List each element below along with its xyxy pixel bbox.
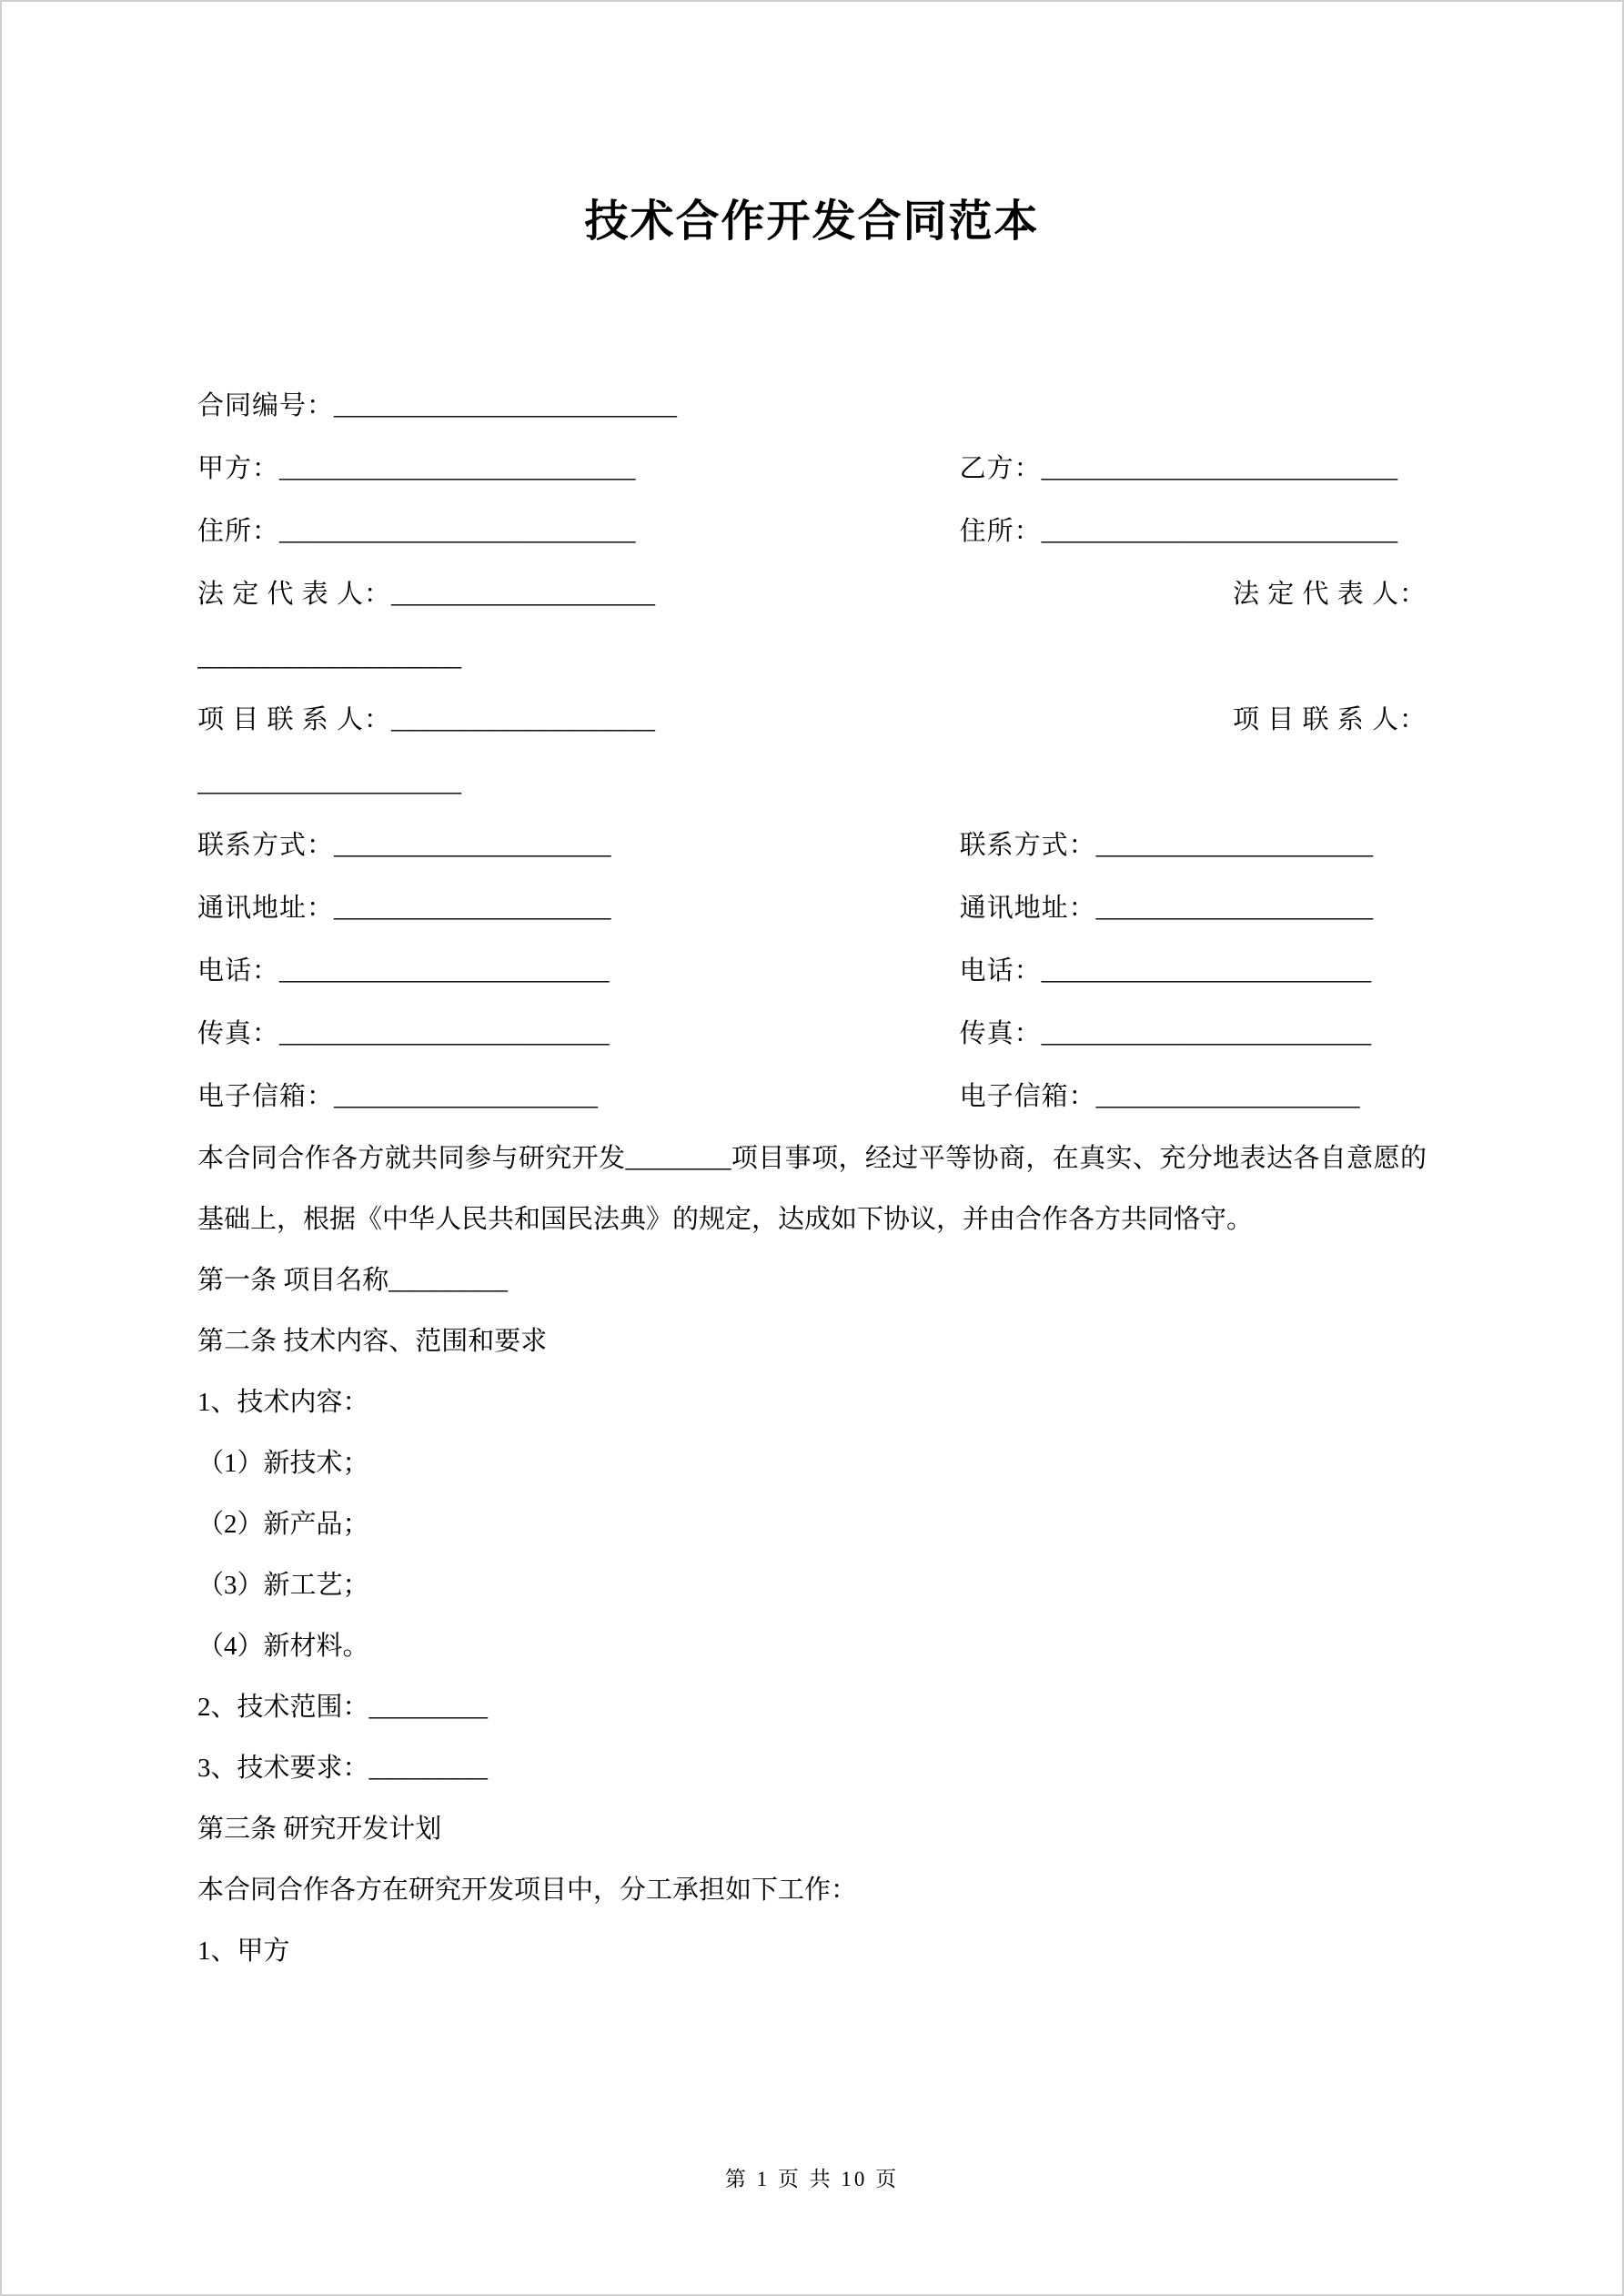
body-paragraph-item-4: （4）新材料。 <box>197 1632 369 1661</box>
form-cell <box>960 375 1427 438</box>
address-label-right: 住所： <box>959 517 1042 546</box>
address-label-left: 住所： <box>197 517 280 546</box>
form-cell <box>960 501 1427 563</box>
mailing-address-label-right: 通讯地址： <box>959 894 1096 923</box>
form-cell <box>960 814 1427 877</box>
form-cell <box>197 689 960 752</box>
body-paragraph-party-a-heading: 1、甲方 <box>197 1937 290 1966</box>
blank-line: _____________________ <box>1095 894 1374 923</box>
form-row-email <box>197 1066 1427 1128</box>
blank-line: ____________________ <box>334 1082 599 1111</box>
form-row-party <box>197 438 1427 501</box>
project-contact-label-left: 项 目 联 系 人： <box>197 705 392 734</box>
blank-line: ____________________ <box>391 705 656 734</box>
contract-body <box>197 1128 1427 1982</box>
form-cell <box>197 375 960 438</box>
form-cell <box>197 877 960 940</box>
form-row-address <box>197 501 1427 563</box>
form-cell <box>960 689 1427 752</box>
body-paragraph-division-of-work: 本合同合作各方在研究开发项目中，分工承担如下工作： <box>197 1876 858 1905</box>
form-cell <box>960 438 1427 501</box>
form-cell <box>960 626 1427 689</box>
fax-label-left: 传真： <box>197 1019 280 1048</box>
form-cell <box>197 940 960 1003</box>
body-paragraph-tech-requirement: 3、技术要求：_________ <box>197 1754 489 1783</box>
form-row-phone <box>197 940 1427 1003</box>
form-row-mailing-address <box>197 877 1427 940</box>
form-row-project-contact <box>197 689 1427 752</box>
form-row-fax <box>197 1003 1427 1066</box>
form-row-contact-method <box>197 814 1427 877</box>
contract-no-label: 合同编号： <box>197 391 335 420</box>
body-paragraph-tech-content: 1、技术内容： <box>197 1388 369 1417</box>
blank-line: ____________________ <box>391 580 656 609</box>
form-cell <box>960 1066 1427 1128</box>
body-paragraph-preamble: 本合同合作各方就共同参与研究开发________项目事项，经过平等协商，在真实、充分地表达各自意愿的基础上，根据《中华人民共和国民法典》的规定，达成如下协议，并由合作各方共同恪守。 <box>197 1144 1427 1234</box>
blank-line: ___________________________ <box>279 454 636 483</box>
party-b-label: 乙方： <box>959 454 1042 483</box>
blank-line: _________________________ <box>279 1019 610 1048</box>
phone-label-right: 电话： <box>959 956 1042 986</box>
blank-line: _____________________ <box>334 831 611 860</box>
contact-method-label-right: 联系方式： <box>959 831 1096 860</box>
body-paragraph-item-3: （3）新工艺； <box>197 1571 369 1600</box>
form-row-continuation <box>197 626 1427 689</box>
form-cell <box>960 563 1427 626</box>
form-cell <box>197 501 960 563</box>
fax-label-right: 传真： <box>959 1019 1042 1048</box>
body-paragraph-article-3: 第三条 研究开发计划 <box>197 1815 442 1844</box>
page-title: 技术合作开发合同范本 <box>584 197 1040 246</box>
blank-line: _________________________ <box>279 956 610 986</box>
body-paragraph-article-1: 第一条 项目名称_________ <box>197 1266 508 1295</box>
page-footer: 第 1 页 共 10 页 <box>724 2168 900 2190</box>
blank-line: ___________________________ <box>1041 454 1398 483</box>
form-cell <box>960 877 1427 940</box>
blank-line: ____________________ <box>197 768 461 797</box>
blank-line: __________________________ <box>334 391 678 420</box>
body-paragraph-item-1: （1）新技术； <box>197 1449 369 1478</box>
legal-rep-label-right: 法 定 代 表 人： <box>1232 580 1427 609</box>
form-cell <box>197 438 960 501</box>
blank-line: ___________________________ <box>279 517 636 546</box>
form-cell <box>197 1003 960 1066</box>
blank-line: _____________________ <box>334 894 611 923</box>
email-label-left: 电子信箱： <box>197 1082 335 1111</box>
blank-line: ____________________ <box>197 642 461 672</box>
form-row-continuation <box>197 752 1427 814</box>
contact-method-label-left: 联系方式： <box>197 831 335 860</box>
form-row-contract-no <box>197 375 1427 438</box>
blank-line: _____________________ <box>1095 831 1374 860</box>
form-row-legal-rep <box>197 563 1427 626</box>
body-paragraph-article-2: 第二条 技术内容、范围和要求 <box>197 1327 548 1356</box>
form-cell <box>960 940 1427 1003</box>
form-cell <box>197 563 960 626</box>
body-paragraph-tech-scope: 2、技术范围：_________ <box>197 1693 489 1722</box>
form-cell <box>960 1003 1427 1066</box>
legal-rep-label-left: 法 定 代 表 人： <box>197 580 392 609</box>
email-label-right: 电子信箱： <box>959 1082 1096 1111</box>
contract-form <box>197 375 1427 1128</box>
project-contact-label-right: 项 目 联 系 人： <box>1232 705 1427 734</box>
body-paragraph-item-2: （2）新产品； <box>197 1510 369 1539</box>
party-a-label: 甲方： <box>197 454 280 483</box>
form-cell <box>197 626 960 689</box>
form-cell <box>960 752 1427 814</box>
mailing-address-label-left: 通讯地址： <box>197 894 335 923</box>
form-cell <box>197 752 960 814</box>
blank-line: ____________________ <box>1095 1082 1360 1111</box>
form-cell <box>197 1066 960 1128</box>
phone-label-left: 电话： <box>197 956 280 986</box>
blank-line: _________________________ <box>1041 1019 1372 1048</box>
blank-line: ___________________________ <box>1041 517 1398 546</box>
form-cell <box>197 814 960 877</box>
blank-line: _________________________ <box>1041 956 1372 986</box>
